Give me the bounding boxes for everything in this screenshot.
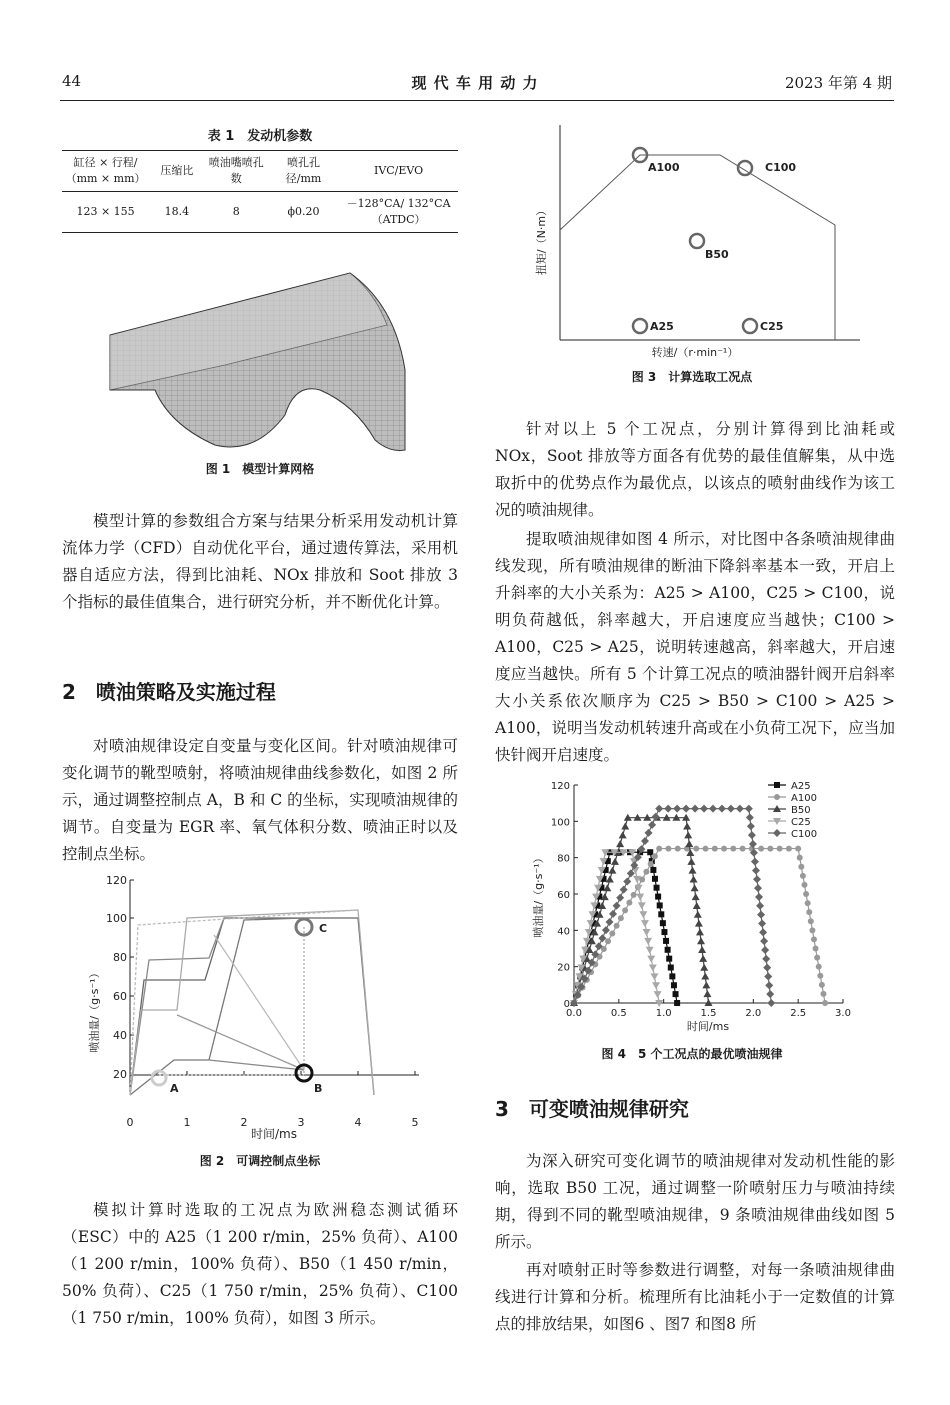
fig4-point-a100: [605, 938, 611, 944]
fig3-xlabel: 转速/（r·min⁻¹）: [651, 346, 739, 359]
fig4-point-a100: [609, 931, 615, 937]
fig3-label-c25: C25: [760, 320, 784, 333]
fig4-point-a25: [671, 982, 677, 988]
fig4-point-c100: [673, 805, 681, 813]
table1-title: 表 1 发动机参数: [207, 129, 313, 144]
fig4-point-b50: [616, 840, 624, 847]
fig4-caption: 图 4 5 个工况点的最优喷油规律: [601, 1047, 783, 1061]
fig4-point-c100: [752, 866, 760, 874]
fig4-point-a100: [819, 982, 825, 988]
fig4-point-c100: [748, 831, 756, 839]
fig4-point-c100: [613, 902, 621, 910]
fig4-point-a100: [665, 846, 671, 852]
fig2-label-c: C: [319, 922, 328, 935]
fig4-xtick-label: 1.5: [700, 1008, 717, 1019]
fig4-point-a100: [631, 892, 637, 898]
fig3-point-c25: [743, 319, 757, 333]
fig4-point-c100: [727, 805, 735, 813]
header-rule: [60, 100, 894, 101]
fig3-point-a25: [633, 319, 647, 333]
fig4-ytick-label: 120: [550, 781, 570, 792]
fig4-ytick-label: 20: [557, 962, 570, 974]
fig4-xtick-label: 1.0: [655, 1008, 672, 1019]
fig4-xtick-label: 2.5: [790, 1008, 807, 1019]
table1-header-1: 压缩比: [149, 151, 204, 192]
fig4-point-c100: [767, 999, 775, 1007]
fig4-point-b50: [685, 840, 693, 847]
fig4-point-c100: [761, 946, 769, 954]
fig4-xtick-label: 3.0: [835, 1008, 851, 1019]
fig4-legend-marker: [774, 794, 780, 800]
fig4-point-c100: [747, 822, 755, 830]
fig4-point-b50: [690, 875, 698, 882]
fig2-xtick-3: 3: [297, 1116, 305, 1129]
section-2-heading: 2 喷油策略及实施过程: [62, 680, 276, 704]
fig4-point-c100: [756, 902, 764, 910]
journal-title: 现 代 车 用 动 力: [411, 74, 539, 92]
fig4-ytick-label: 40: [557, 926, 570, 938]
fig4-point-a100: [808, 918, 814, 924]
fig4-point-a100: [652, 853, 658, 859]
fig4-point-a100: [618, 915, 624, 921]
fig2-xtick-0: 0: [126, 1116, 134, 1129]
fig3-caption: 图 3 计算选取工况点: [631, 370, 753, 384]
left-paragraph-1: [62, 508, 458, 616]
fig4-point-c25: [646, 947, 654, 954]
fig4-point-c100: [764, 972, 772, 980]
right-paragraph-3: [495, 1148, 895, 1256]
fig4-point-c25: [644, 938, 652, 945]
right-paragraph-1: [495, 416, 895, 524]
fig4-point-c25: [647, 956, 655, 963]
fig4-ytick-label: 80: [557, 853, 570, 865]
fig2-ytick-20: 20: [113, 1068, 127, 1081]
table1-cell-0: 123 × 155: [62, 192, 149, 233]
fig4-point-c100: [623, 878, 631, 886]
fig4-point-a25: [673, 991, 679, 997]
fig4-point-c100: [664, 805, 672, 813]
fig4-point-c25: [643, 929, 651, 936]
fig4-point-a25: [657, 902, 663, 908]
fig4-point-a25: [647, 849, 653, 855]
fig4-ytick-label: 100: [550, 817, 570, 829]
fig4-point-a25: [669, 973, 675, 979]
right-p1-text: 针对以上 5 个工况点，分别计算得到比油耗或 NOx，Soot 排放等方面各有优势的最佳值解集，从中选取折中的优势点作为最优点，以该点的喷射曲线作为该工况的喷油规律。: [495, 420, 895, 519]
fig4-point-c100: [736, 805, 744, 813]
fig4-point-c25: [636, 894, 644, 901]
fig2-caption: 图 2 可调控制点坐标: [199, 1154, 321, 1168]
fig4-point-a100: [622, 907, 628, 913]
fig4-point-a25: [652, 876, 658, 882]
fig4-point-c25: [649, 965, 657, 972]
fig2-xtick-2: 2: [240, 1116, 248, 1129]
fig4-point-c100: [645, 829, 653, 837]
fig4-point-b50: [703, 990, 711, 997]
fig4-point-a100: [814, 955, 820, 961]
fig4-point-c25: [638, 902, 646, 909]
fig3-chart: [535, 110, 865, 360]
fig4-point-b50: [693, 902, 701, 909]
fig4-point-a100: [675, 846, 681, 852]
fig4-point-a100: [798, 864, 804, 870]
fig4-point-b50: [694, 911, 702, 918]
fig4-point-b50: [608, 867, 616, 874]
fig4-point-a100: [643, 869, 649, 875]
fig4-ytick-label: 60: [557, 890, 570, 901]
fig2-ytick-40: 40: [113, 1029, 127, 1042]
fig4-point-c100: [757, 911, 765, 919]
fig4-point-a100: [656, 846, 662, 852]
fig4-point-a100: [822, 1000, 828, 1006]
fig4-point-a100: [758, 846, 764, 852]
fig4-point-a100: [693, 846, 699, 852]
fig2-label-a: A: [170, 1082, 179, 1095]
fig2-xlabel: 时间/ms: [251, 1127, 297, 1140]
right-p4-text: 再对喷射正时等参数进行调整，对每一条喷油规律曲线进行计算和分析。梳理所有比油耗小于一定数值的计算点的排放结果，如图6 、图7 和图8 所: [495, 1261, 895, 1333]
fig4-point-a100: [730, 846, 736, 852]
left-p1-text: 模型计算的参数组合方案与结果分析采用发动机计算流体力学（CFD）自动优化平台，通过遗传算法，采用机器自适应方法，得到比油耗、NOx 排放和 Soot 排放 3 个指标的最佳值集合，进行研究分析，并不断优化计算。: [62, 512, 458, 611]
fig4-xlabel: 时间/ms: [686, 1020, 730, 1033]
fig4-point-c100: [755, 893, 763, 901]
fig4-point-c100: [605, 918, 613, 926]
fig4-point-c100: [709, 805, 717, 813]
fig4-point-a25: [650, 867, 656, 873]
fig4-point-c100: [765, 981, 773, 989]
fig4-xtick-label: 0.5: [610, 1008, 627, 1019]
fig4-point-c100: [700, 805, 708, 813]
fig2-ytick-120: 120: [106, 874, 127, 887]
left-p2-text: 对喷油规律设定自变量与变化区间。针对喷油规律可变化调节的靴型喷射，将喷油规律曲线参数化，如图 2 所示，通过调整控制点 A，B 和 C 的坐标，实现喷油规律的调节。自变量为 EGR 率、氧气体积分数、喷油正时以及控制点坐标。: [62, 737, 458, 863]
issue-label: 2023 年第 4 期: [784, 74, 892, 92]
table1-cell-4: －128°CA/ 132°CA（ATDC）: [339, 192, 458, 233]
fig4-point-a100: [721, 846, 727, 852]
fig4-point-c25: [652, 982, 660, 989]
table1-header-2: 喷油嘴喷孔数: [205, 151, 268, 192]
fig4-point-b50: [700, 964, 708, 971]
table1: [62, 150, 458, 233]
fig2-ytick-80: 80: [113, 951, 127, 964]
fig4-point-c100: [655, 805, 663, 813]
fig4-point-a100: [740, 846, 746, 852]
left-paragraph-2: [62, 733, 458, 868]
fig1-caption: 图 1 模型计算网格: [205, 462, 315, 476]
right-p2-text: 提取喷油规律如图 4 所示，对比图中各条喷油规律曲线发现，所有喷油规律的断油下降斜率基本一致，开启上升斜率的大小关系为：A25 > A100，C25 > C100，说明负荷越低，斜率越大，开启速度应当越快；C100 > A100，C25 > A25，说明转速越高，斜率越大，开启速度应当越快。所有 5 个计算工况点的喷油器针阀开启斜率大小关系依次顺序为 C25 > B50 > C100 > A25 > A100，说明当发动机转速升高或在小负荷工况下，应当加快针阀开启速度。: [495, 530, 895, 764]
fig4-point-a25: [658, 911, 664, 917]
fig4-point-c100: [641, 837, 649, 845]
fig4-point-a25: [660, 920, 666, 926]
fig4-point-c100: [758, 919, 766, 927]
fig4-point-a100: [809, 927, 815, 933]
fig3-ylabel: 扭矩/（N·m）: [535, 204, 548, 276]
table1-cell-2: 8: [205, 192, 268, 233]
fig4-point-c100: [762, 955, 770, 963]
fig4-legend-label-a25: A25: [791, 781, 811, 792]
fig4-point-b50: [603, 884, 611, 891]
fig4-point-b50: [701, 973, 709, 980]
fig4-point-a100: [805, 900, 811, 906]
fig3-point-c100: [738, 161, 752, 175]
fig4-point-b50: [606, 875, 614, 882]
fig4-point-a100: [801, 882, 807, 888]
fig4-legend-label-c100: C100: [791, 829, 818, 840]
fig4-point-b50: [702, 981, 710, 988]
fig4-point-c100: [759, 928, 767, 936]
fig4-point-a100: [648, 861, 654, 867]
fig4-point-a25: [663, 938, 669, 944]
fig2-label-b: B: [314, 1082, 323, 1095]
fig4-point-b50: [684, 831, 692, 838]
table1-header-0: 缸径 × 行程/（mm × mm）: [62, 151, 149, 192]
fig4-point-c25: [641, 920, 649, 927]
table1-cell-1: 18.4: [149, 192, 204, 233]
section-3-heading: 3 可变喷油规律研究: [495, 1097, 689, 1121]
fig3-label-c100: C100: [765, 161, 797, 174]
fig4-point-a100: [800, 873, 806, 879]
fig4-point-c100: [753, 875, 761, 883]
fig4-legend-marker: [773, 829, 781, 837]
fig4-point-a100: [712, 846, 718, 852]
fig4-point-c100: [682, 805, 690, 813]
fig2-ytick-100: 100: [106, 912, 127, 925]
fig4-point-c25: [654, 991, 662, 998]
fig4-point-c100: [766, 990, 774, 998]
page-number: 44: [62, 72, 82, 90]
fig2-xtick-4: 4: [354, 1116, 362, 1129]
fig4-point-b50: [697, 937, 705, 944]
fig4-point-a25: [666, 956, 672, 962]
fig4-point-c100: [718, 805, 726, 813]
fig4-point-a100: [626, 900, 632, 906]
fig4-point-c100: [751, 858, 759, 866]
fig4-point-b50: [619, 831, 627, 838]
fig2-ytick-60: 60: [113, 990, 127, 1003]
fig4-point-b50: [699, 955, 707, 962]
fig4-point-c100: [602, 926, 610, 934]
fig2-chart: [84, 870, 434, 1140]
fig3-label-b50: B50: [705, 248, 729, 261]
fig4-point-c100: [754, 884, 762, 892]
fig4-point-c25: [639, 911, 647, 918]
fig4-legend-label-c25: C25: [791, 817, 811, 828]
fig4-point-b50: [695, 920, 703, 927]
fig4-point-b50: [696, 928, 704, 935]
table1-header-3: 喷孔孔径/mm: [268, 151, 339, 192]
fig4-point-b50: [692, 893, 700, 900]
fig2-point-a: [152, 1071, 166, 1085]
fig4-point-b50: [611, 858, 619, 865]
fig4-xtick-label: 2.0: [745, 1008, 762, 1019]
fig3-label-a100: A100: [648, 161, 680, 174]
fig4-point-a100: [786, 846, 792, 852]
fig4-point-c100: [616, 894, 624, 902]
fig4-legend-label-b50: B50: [791, 805, 811, 816]
fig4-point-a25: [668, 965, 674, 971]
fig4-point-a100: [817, 973, 823, 979]
fig3-point-b50: [690, 234, 704, 248]
right-paragraph-4: [495, 1257, 895, 1338]
fig1-mesh-image: [105, 265, 415, 460]
fig4-point-a100: [703, 846, 709, 852]
fig4-point-b50: [691, 884, 699, 891]
fig4-point-c100: [745, 805, 753, 813]
fig4-point-a100: [767, 846, 773, 852]
fig2-xtick-5: 5: [411, 1116, 419, 1129]
fig4-point-a25: [674, 1000, 680, 1006]
fig4-point-a100: [797, 855, 803, 861]
fig4-point-b50: [683, 823, 691, 830]
right-paragraph-2: [495, 526, 895, 769]
fig4-ytick-label: 0: [563, 999, 570, 1010]
fig4-point-a100: [806, 909, 812, 915]
left-paragraph-3: [62, 1197, 458, 1332]
fig4-legend-marker: [774, 782, 780, 788]
fig4-point-c100: [620, 886, 628, 894]
fig4-point-c100: [746, 813, 754, 821]
fig2-ylabel: 喷油量/（g·s⁻¹）: [88, 967, 101, 1053]
fig4-point-a100: [811, 936, 817, 942]
fig4-point-c25: [650, 973, 658, 980]
fig4-chart: [528, 775, 858, 1040]
fig4-point-b50: [688, 867, 696, 874]
fig4-point-a100: [820, 991, 826, 997]
fig4-point-a100: [614, 923, 620, 929]
table1-header-4: IVC/EVO: [339, 151, 458, 192]
fig4-point-a100: [777, 846, 783, 852]
table1-cell-3: ϕ0.20: [268, 192, 339, 233]
fig3-label-a25: A25: [650, 320, 674, 333]
fig4-point-a25: [661, 929, 667, 935]
fig4-point-a25: [665, 947, 671, 953]
right-p3-text: 为深入研究可变化调节的喷油规律对发动机性能的影响，选取 B50 工况，通过调整一阶喷射压力与喷油持续期，得到不同的靴型喷油规律，9 条喷油规律曲线如图 5 所示。: [495, 1152, 895, 1251]
fig4-point-a100: [813, 946, 819, 952]
fig4-point-c100: [760, 937, 768, 945]
fig4-point-c100: [763, 964, 771, 972]
left-p3-text: 模拟计算时选取的工况点为欧洲稳态测试循环（ESC）中的 A25（1 200 r/min，25% 负荷）、A100（1 200 r/min，100% 负荷）、B50（1 450 r/min，50% 负荷）、C25（1 750 r/min，25% 负荷）、C100（1 750 r/min，100% 负荷），如图 3 所示。: [62, 1201, 458, 1327]
fig4-point-b50: [687, 858, 695, 865]
fig4-point-c100: [648, 821, 656, 829]
fig4-point-b50: [621, 823, 629, 830]
fig4-point-b50: [698, 946, 706, 953]
fig4-point-a25: [654, 885, 660, 891]
fig4-point-a25: [655, 894, 661, 900]
fig4-xtick-label: 0.0: [566, 1008, 582, 1019]
fig4-point-c100: [609, 910, 617, 918]
fig4-ylabel: 喷油量/（g·s⁻¹）: [532, 852, 545, 938]
fig4-point-a100: [795, 846, 801, 852]
fig4-legend-label-a100: A100: [791, 793, 817, 804]
fig2-xtick-1: 1: [183, 1116, 191, 1129]
fig4-point-c100: [691, 805, 699, 813]
fig4-point-a100: [803, 891, 809, 897]
fig4-point-a100: [816, 964, 822, 970]
